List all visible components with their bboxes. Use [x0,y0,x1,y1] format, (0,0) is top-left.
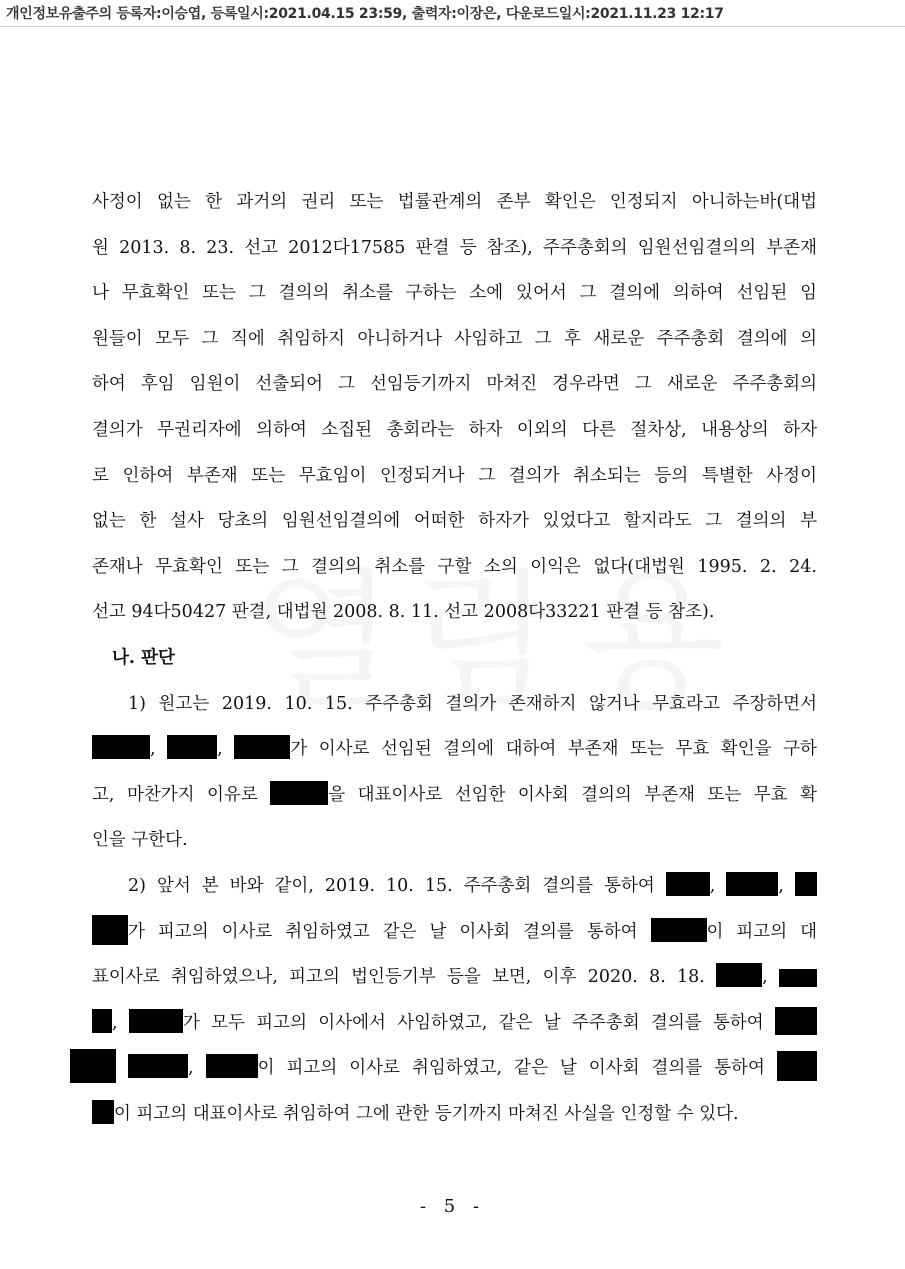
redaction-box [726,872,778,896]
redaction-box [666,872,710,896]
text-line: 나 무효확인 또는 그 결의의 취소를 구하는 소에 있어서 그 결의에 의하여 선임된 임 [92,283,817,304]
item1-line3: 고, 마찬가지 이유로 을 대표이사로 선임한 이사회 결의의 부존재 또는 무효 확 [92,773,817,819]
redaction-box [70,1049,116,1083]
document-header-bar [0,0,905,27]
text-line: 원들이 모두 그 직에 취임하지 아니하거나 사임하고 그 후 새로운 주주총회 결의에 의 [92,328,817,349]
text-line: 선고 94다50427 판결, 대법원 2008. 8. 11. 선고 2008다33221 판결 등 참조). [92,602,715,623]
header-print-info: 개인정보유출주의 등록자:이승엽, 등록일시:2021.04.15 23:59, 출력자:이장은, 다운로드일시:2021.11.23 12:17 [6,6,724,22]
redaction-box [92,1009,112,1033]
redaction-box [128,1054,188,1078]
redaction-box [716,963,762,987]
redaction-box [129,1009,183,1033]
text-line: 하여 후임 임원이 선출되어 그 선임등기까지 마쳐진 경우라면 그 새로운 주주총회의 [92,374,817,395]
redaction-box [270,781,328,805]
item2-line4: , 가 모두 피고의 이사에서 사임하였고, 같은 날 주주총회 결의를 통하여 [92,1001,817,1047]
text-line: 원 2013. 8. 23. 선고 2012다17585 판결 등 참조), 주주총회의 임원선임결의의 부존재 [92,237,817,258]
redaction-box [779,969,817,987]
text-line: 결의가 무권리자에 의하여 소집된 총회라는 하자 이외의 다른 절차상, 내용상의 하자 [92,419,817,440]
text-line: 사정이 없는 한 과거의 권리 또는 법률관계의 존부 확인은 인정되지 아니하는바(대법 [92,192,817,212]
text-line: 없는 한 설사 당초의 임원선임결의에 어떠한 하자가 있었다고 할지라도 그 결의의 부 [92,511,817,532]
redaction-box [234,735,290,759]
redaction-box [206,1054,258,1078]
page-number: - 5 - [419,1196,486,1217]
section-heading: 나. 판단 [112,647,175,668]
redaction-box [775,1007,817,1035]
text-line: 존재나 무효확인 또는 그 결의의 취소를 구할 소의 이익은 없다(대법원 1995. 2. 24. [92,556,817,577]
redaction-box [92,735,150,759]
item2-line5: , 이 피고의 이사로 취임하였고, 같은 날 이사회 결의를 통하여 [70,1046,817,1092]
redaction-box [777,1051,817,1081]
redaction-box [795,872,817,896]
item2-line2: 가 피고의 이사로 취임하였고 같은 날 이사회 결의를 통하여 이 피고의 대 [92,910,817,956]
item2-line6: 이 피고의 대표이사로 취임하여 그에 관한 등기까지 마쳐진 사실을 인정할 수 있다. [92,1092,817,1138]
item1-line4: 인을 구한다. [92,830,188,851]
text-line: 로 인하여 부존재 또는 무효임이 인정되거나 그 결의가 취소되는 등의 특별한 사정이 [92,465,817,486]
redaction-box [92,1100,114,1124]
redaction-box [651,918,707,942]
item2-line3: 표이사로 취임하였으나, 피고의 법인등기부 등을 보면, 이후 2020. 8. 18. , [92,955,817,1001]
item1-line1: 1) 원고는 2019. 10. 15. 주주총회 결의가 존재하지 않거나 무효라고 주장하면서 [128,693,817,714]
redaction-box [167,735,217,759]
document-body [92,180,817,1137]
item2-line1: 2) 앞서 본 바와 같이, 2019. 10. 15. 주주총회 결의를 통하여 , , [92,864,817,910]
item1-line2: , , 가 이사로 선임된 결의에 대하여 부존재 또는 무효 확인을 구하 [92,727,817,773]
redaction-box [92,915,128,945]
